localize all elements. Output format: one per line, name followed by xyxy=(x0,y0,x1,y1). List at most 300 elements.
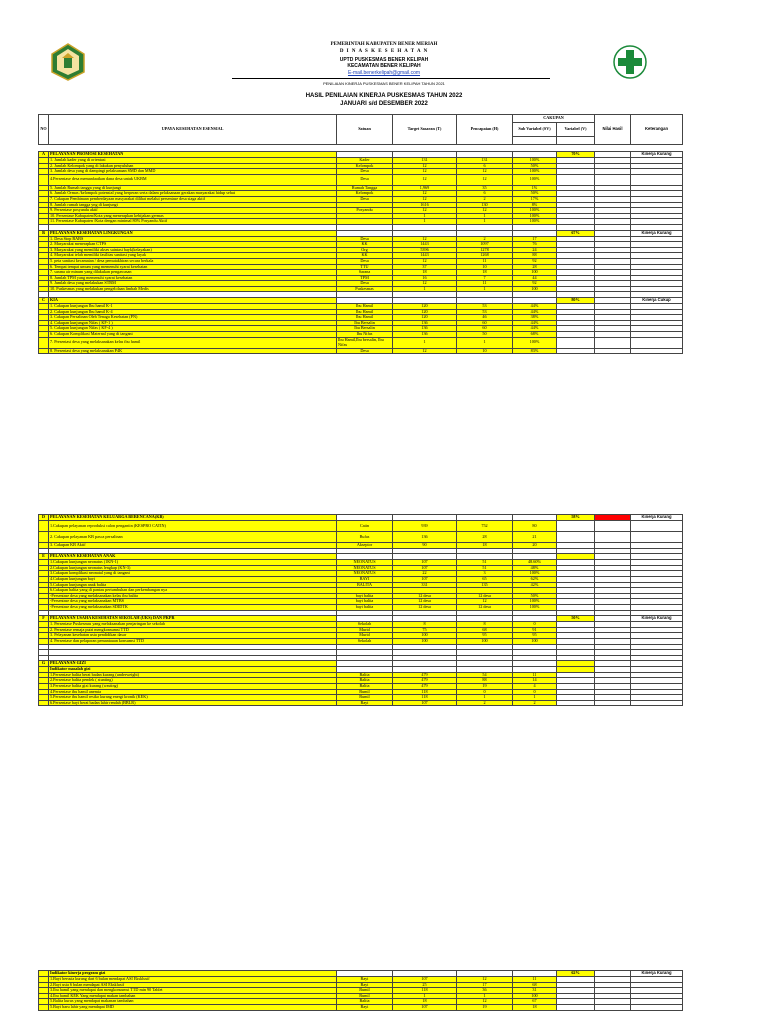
section-variabel-value: 62% xyxy=(557,971,595,977)
target-value: 107 xyxy=(393,1004,457,1010)
satuan-value: bayi balita xyxy=(337,604,393,610)
satuan-value: Balita xyxy=(337,684,393,690)
pencapaian-value: 11 xyxy=(457,281,513,287)
target-value: 12 xyxy=(393,348,457,354)
pencapaian-value: 12 desa xyxy=(457,604,513,610)
section-title: PELAYANAN USAHA KESEHATAN SEKOLAH (UKS) DAN PKPR xyxy=(49,616,337,622)
target-value: 12 xyxy=(393,208,457,214)
indicator-label: 1.Bayi berusia kurang dari 6 bulan mendapat ASI Eksklusif xyxy=(49,977,337,983)
pencapaian-value: 54 xyxy=(457,672,513,678)
subvariabel-value: 100% xyxy=(513,213,557,219)
pencapaian-value: 0 xyxy=(457,689,513,695)
subvariabel-value: 100 xyxy=(513,270,557,276)
satuan-value: Ibu Hamil xyxy=(337,309,393,315)
target-value: 1 xyxy=(393,286,457,292)
subvariabel-value: 44% xyxy=(513,326,557,332)
indicator-label: 5.Balita kurus yang mendapat makanan tambahan xyxy=(49,999,337,1005)
subvariabel-value: 62% xyxy=(513,576,557,582)
section-letter: G xyxy=(39,661,49,667)
subvariabel-value: 50% xyxy=(513,191,557,197)
section-keterangan: Kinerja Kurang xyxy=(631,971,683,977)
satuan-value: KK xyxy=(337,253,393,259)
satuan-value: Sekolah xyxy=(337,638,393,644)
indicator-label: 8. Jumlah rumah tangga yng di kunjungi xyxy=(49,202,337,208)
nilai-cell xyxy=(595,348,631,354)
indicator-label: 8. Jumlah TPM yang memenuhi syarat kesehatan xyxy=(49,275,337,281)
satuan-value: NEONATUS xyxy=(337,560,393,566)
col-pencapaian: Pencapaian (H) xyxy=(457,115,513,145)
pencapaian-value: 11 xyxy=(457,258,513,264)
target-value: 136 xyxy=(393,332,457,338)
satuan-value: Bumil xyxy=(337,689,393,695)
pencapaian-value: 18 xyxy=(457,270,513,276)
pencapaian-value: 135 xyxy=(457,582,513,588)
target-value: 479 xyxy=(393,684,457,690)
subvariabel-value: 68 xyxy=(513,982,557,988)
section-keterangan: Kinerja Kurang xyxy=(631,616,683,622)
pencapaian-value: 53 xyxy=(457,309,513,315)
subvariabel-value: 38% xyxy=(513,315,557,321)
indicator-label: 5.Bayi baru lahir yang mendapat IMD xyxy=(49,1004,337,1010)
subvariabel-value: 67 xyxy=(513,999,557,1005)
target-value: 37 xyxy=(393,264,457,270)
target-value: 12 xyxy=(393,281,457,287)
satuan-value: Akseptor xyxy=(337,543,393,549)
subvariabel-value: 8% xyxy=(513,202,557,208)
col-cakupan: CAKUPAN xyxy=(513,115,595,123)
indicator-label: 1. Jumlah kader yang di orientasi xyxy=(49,158,337,164)
section-letter: D xyxy=(39,515,49,521)
col-variabel: Variabel (V) xyxy=(557,123,595,137)
keterangan-cell xyxy=(631,174,683,185)
satuan-value: Rumah Tangga xyxy=(337,185,393,191)
pencapaian-value: 131 xyxy=(457,158,513,164)
indicator-label: 4. Cakupan kunjungan Nifas ( KF-1 ) xyxy=(49,320,337,326)
indicator-label: 3. Cakupan Persalinan Oleh Tenaga Kesehatan (PN) xyxy=(49,315,337,321)
pencapaian-value: 12 xyxy=(457,977,513,983)
target-value: 100 xyxy=(393,633,457,639)
satuan-value: Desa xyxy=(337,236,393,242)
indicator-label: -Persentase desa yang melaksanakan kelas ibu balita xyxy=(49,593,337,599)
nilai-cell xyxy=(595,521,631,532)
subvariabel-value: 100% xyxy=(513,571,557,577)
pencapaian-value: 60 xyxy=(457,320,513,326)
target-value: 90 xyxy=(393,543,457,549)
section-title: KIA xyxy=(49,298,337,304)
satuan-value: Ibu Bersalin xyxy=(337,320,393,326)
indicator-label: 5. Jumlah Rumah tangga yang di kunjungi xyxy=(49,185,337,191)
pencapaian-value: 68 xyxy=(457,627,513,633)
target-value: 479 xyxy=(393,672,457,678)
subvariabel-value: 100% xyxy=(513,599,557,605)
indicator-label: 5.Persentase ibu hamil resiko kurang energi kronik (KEK) xyxy=(49,695,337,701)
nilai-cell xyxy=(595,700,631,706)
subvariabel-value: 100% xyxy=(513,208,557,214)
row-no-cell xyxy=(39,174,49,185)
indicator-label: 10. Puskesmas yang melakukan pengelolaan limbah Medis xyxy=(49,286,337,292)
subvariabel-value: 80 xyxy=(513,521,557,532)
indicator-label: 6.Persentase bayi berat badan lahir rendah (BBLR) xyxy=(49,700,337,706)
satuan-value: Murid xyxy=(337,633,393,639)
subvariabel-value: 44 xyxy=(513,275,557,281)
indicator-label: 7. Presentasi desa yang melaksanakan kelas ibu hamil xyxy=(49,337,337,348)
pencapaian-value: 6 xyxy=(457,191,513,197)
target-value: 12 xyxy=(393,174,457,185)
pencapaian-value: 7 xyxy=(457,275,513,281)
nilai-cell xyxy=(595,174,631,185)
pencapaian-value: 12 xyxy=(457,169,513,175)
subvariabel-value: 100% xyxy=(513,158,557,164)
satuan-value: Desa xyxy=(337,196,393,202)
target-value: 107 xyxy=(393,700,457,706)
target-value: 118 xyxy=(393,689,457,695)
target-value: 12 xyxy=(393,196,457,202)
satuan-value: Desa xyxy=(337,174,393,185)
target-value: 1,969 xyxy=(393,185,457,191)
indicator-row xyxy=(39,700,683,706)
pencapaian-value: 12 xyxy=(457,999,513,1005)
pencapaian-value: 1278 xyxy=(457,247,513,253)
pencapaian-value: 36 xyxy=(457,988,513,994)
indicator-label: 3.Persentase balita gizi kurang (wasting) xyxy=(49,684,337,690)
row-no-cell xyxy=(39,521,49,532)
pencapaian-value: 130 xyxy=(457,202,513,208)
target-value: 12 xyxy=(393,169,457,175)
indicator-label: 8. Presentasi desa yang melaksanakan P4K xyxy=(49,348,337,354)
section-table-3 xyxy=(38,970,683,1011)
subvariabel-value: 88 xyxy=(513,253,557,259)
satuan-value: NEONATUS xyxy=(337,571,393,577)
indicator-row xyxy=(39,337,683,348)
indicator-label: 2. Jumlah Kelompok yang di lakukan penyuluhan xyxy=(49,163,337,169)
subvariabel-value: 48% xyxy=(513,565,557,571)
pencapaian-value: 12 xyxy=(457,599,513,605)
satuan-value: Murid xyxy=(337,627,393,633)
pencapaian-value: 1 xyxy=(457,286,513,292)
pencapaian-value: 752 xyxy=(457,521,513,532)
pencapaian-value: 1 xyxy=(457,219,513,225)
target-value: 107 xyxy=(393,560,457,566)
section-variabel-value: 70% xyxy=(557,152,595,158)
pencapaian-value: 1268 xyxy=(457,253,513,259)
subvariabel-value: 0 xyxy=(513,689,557,695)
satuan-value: Ibu Hamil xyxy=(337,315,393,321)
variabel-cell xyxy=(557,700,595,706)
section-letter: C xyxy=(39,298,49,304)
pencapaian-value: 1 xyxy=(457,337,513,348)
satuan-value: Balita xyxy=(337,678,393,684)
indicator-label: 3. Jumlah desa yang di dampingi pelaksanaan SMD dan MMD xyxy=(49,169,337,175)
pencapaian-value: 2 xyxy=(457,700,513,706)
subvariabel-value: 100 xyxy=(513,286,557,292)
target-value: 1 xyxy=(393,993,457,999)
target-value: 100 xyxy=(393,638,457,644)
satuan-value: TPM xyxy=(337,275,393,281)
col-subvariabel: Sub Variabel (SV) xyxy=(513,123,557,137)
variabel-cell xyxy=(557,521,595,532)
target-value: 25 xyxy=(393,982,457,988)
target-value: 136 xyxy=(393,532,457,543)
pencapaian-value: 19 xyxy=(457,684,513,690)
satuan-value: Sekolah xyxy=(337,622,393,628)
target-value: 120 xyxy=(393,309,457,315)
target-value: 1616 xyxy=(393,202,457,208)
section-title: PELAYANAN GIZI xyxy=(49,661,337,667)
indicator-label: 3. Cakupan KB Aktif xyxy=(49,543,337,549)
indicator-label: 9. Jumlah desa yang melakukan STBM xyxy=(49,281,337,287)
satuan-value: Desa xyxy=(337,258,393,264)
target-value: 118 xyxy=(393,695,457,701)
header-email-link[interactable]: E-mail.benerkelipah@gmail.com xyxy=(347,70,421,76)
row-no-cell xyxy=(39,1004,49,1010)
indicator-label: 4. Masyarakat telah memiliki fasilitas sanitasi yang layak xyxy=(49,253,337,259)
satuan-value: Sarana xyxy=(337,270,393,276)
section-variabel-value: 58% xyxy=(557,515,595,521)
subvariabel-value: 100% xyxy=(513,337,557,348)
satuan-value: Org xyxy=(337,247,393,253)
target-value: 12 xyxy=(393,258,457,264)
pencapaian-value: 2 xyxy=(457,236,513,242)
target-value: 331 xyxy=(393,582,457,588)
col-target: Target Sasaran (T) xyxy=(393,115,457,145)
indicator-label: 6. Cakupan Komplikasi Maternal yang di tangani xyxy=(49,332,337,338)
subvariabel-value: 44% xyxy=(513,309,557,315)
subvariabel-value: 95 xyxy=(513,633,557,639)
indicator-label: 1.Persentase balita berat badan kurang (underweight) xyxy=(49,672,337,678)
target-value: 120 xyxy=(393,315,457,321)
satuan-value: Kader xyxy=(337,158,393,164)
indicator-label: 6. Tempat tempat umum yang memenuhi syarat kesehatan xyxy=(49,264,337,270)
subvariabel-value: 11 xyxy=(513,977,557,983)
subvariabel-value: 50% xyxy=(513,163,557,169)
target-value: 479 xyxy=(393,678,457,684)
subvariabel-value: 17 xyxy=(513,236,557,242)
section-keterangan: Kinerja Kurang xyxy=(631,515,683,521)
target-value: 22 xyxy=(393,571,457,577)
variabel-cell xyxy=(557,174,595,185)
section-keterangan: Kinerja Kurang xyxy=(631,230,683,236)
pencapaian-value: 10 xyxy=(457,264,513,270)
subvariabel-value: 92 xyxy=(513,258,557,264)
section-letter: F xyxy=(39,616,49,622)
header-department: D I N A S K E S E H A T A N xyxy=(339,49,429,54)
subvariabel-value: 48.60% xyxy=(513,560,557,566)
section-letter: B xyxy=(39,230,49,236)
indicator-label: 7. sarana air minum yang dilakukan pengawasan xyxy=(49,270,337,276)
target-value: 1443 xyxy=(393,242,457,248)
indicator-label: 11. Persentase Kabupaten /Kota dengan minimal 80% Posyandu Aktif xyxy=(49,219,337,225)
section-table-1 xyxy=(38,151,683,354)
satuan-value: Desa xyxy=(337,281,393,287)
target-value: 75 xyxy=(393,627,457,633)
satuan-value: Bayi xyxy=(337,1004,393,1010)
target-value: 939 xyxy=(393,521,457,532)
indicator-label: 1. Desa Stop BABS xyxy=(49,236,337,242)
keterangan-cell xyxy=(631,1004,683,1010)
keterangan-cell xyxy=(631,521,683,532)
section-table-2 xyxy=(38,514,683,706)
indicator-label: 10. Persentase Kabupaten/Kota yang menerapkan kebijakan germas xyxy=(49,213,337,219)
satuan-value: Bayi xyxy=(337,977,393,983)
indicator-label: 4. Persentase dan pelaporan pemantauan konsumsi TTD xyxy=(49,638,337,644)
indicator-label: 2.Bayi usia 6 bulan mendapat ASI Eksklusif xyxy=(49,982,337,988)
pencapaian-value: 10 xyxy=(457,348,513,354)
target-value: 107 xyxy=(393,977,457,983)
row-no-cell xyxy=(39,337,49,348)
subvariabel-value: 100% xyxy=(513,604,557,610)
subvariabel-value: 28 xyxy=(513,264,557,270)
subvariabel-value: 91 xyxy=(513,627,557,633)
section-keterangan: Kinerja Cukup xyxy=(631,298,683,304)
indicator-label: 2.Persentase balita pendek ( stunting) xyxy=(49,678,337,684)
satuan-value: Bayi xyxy=(337,700,393,706)
indicator-label: -Persentase desa yang melaksanakan SDIDTK xyxy=(49,604,337,610)
target-value: 107 xyxy=(393,576,457,582)
pencapaian-value: 12 desa xyxy=(457,593,513,599)
pencapaian-value: 17 xyxy=(457,982,513,988)
satuan-value: BALITA xyxy=(337,582,393,588)
indicator-label: -Persentase desa yang melaksanakan MTBS xyxy=(49,599,337,605)
section-variabel-value: 67% xyxy=(557,230,595,236)
pencapaian-value: 28 xyxy=(457,532,513,543)
indicator-label: 4.Ibu hamil KEK Yang mendapat makan tambahan xyxy=(49,993,337,999)
target-value: 136 xyxy=(393,320,457,326)
subvariabel-value: 50% xyxy=(513,593,557,599)
pencapaian-value: 1097 xyxy=(457,242,513,248)
satuan-value: Bumil xyxy=(337,988,393,994)
indicator-label: 2.Cakupan kunjungan neonatus lengkap (KN-3) xyxy=(49,565,337,571)
satuan-value: Kelompok xyxy=(337,163,393,169)
indicator-label: 2. Masyarakat menerapkan CTPS xyxy=(49,242,337,248)
indicator-label: 1. Cakupan kunjungan Ibu hamil K-1 xyxy=(49,304,337,310)
keterangan-cell xyxy=(631,337,683,348)
keterangan-cell xyxy=(631,348,683,354)
satuan-value: Puskesmas xyxy=(337,286,393,292)
nilai-cell xyxy=(595,532,631,543)
indicator-label: 3. Masyarakat yang memiliki akses saintasi bayk(kelayakan) xyxy=(49,247,337,253)
satuan-value: Posyandu xyxy=(337,208,393,214)
subvariabel-value: 11 xyxy=(513,672,557,678)
indicator-label: 5.Cakupan kunjungan anak balita xyxy=(49,582,337,588)
target-value: 118 xyxy=(393,988,457,994)
pencapaian-value: 60 xyxy=(457,326,513,332)
satuan-value: Desa xyxy=(337,348,393,354)
pencapaian-value: 35 xyxy=(457,185,513,191)
indicator-label: 6. Jumlah Ormas /kelompok potensial yang berperan serta dalam pelaksanaan gerakan masyarakat hidup sehat xyxy=(49,191,337,197)
pencapaian-value: 46 xyxy=(457,315,513,321)
report-period: JANUARI s/d DESEMBER 2022 xyxy=(340,101,428,107)
satuan-value: Bumil xyxy=(337,993,393,999)
indicator-label: 2. Persentase remaja putri mengkonsumsi TTD xyxy=(49,627,337,633)
target-value: 12 desa xyxy=(393,599,457,605)
indicator-label: 5. Cakupan kunjungan Nifas ( KF-4 ) xyxy=(49,326,337,332)
subvariabel-value: 31 xyxy=(513,988,557,994)
indicator-label: 7. Cakupan Pembinaan pemberdayaan masyarakat dilihat melalui persentase desa siaga aktif xyxy=(49,196,337,202)
section-title: PELAYANAN KESEHATAN KELUARGA BERENCANA(KB) xyxy=(49,515,337,521)
subvariabel-value: 20 xyxy=(513,543,557,549)
indicator-row xyxy=(39,532,683,543)
target-value: 5396 xyxy=(393,247,457,253)
satuan-value: Kelompok xyxy=(337,191,393,197)
indicator-label: 2. Cakupan pelayanan KB pasca persalinan xyxy=(49,532,337,543)
target-value: 8 xyxy=(393,622,457,628)
satuan-value: Ibu Hamil,Ibu bersalin, Ibu Nifas xyxy=(337,337,393,348)
header-kecamatan: KECAMATAN BENER KELIPAH xyxy=(347,63,421,69)
indicator-label: 3.Ibu hamil yang mendapat dan mengkonsumsi TTD min 90 Tablet xyxy=(49,988,337,994)
indicator-label: 3. Pelayanan kesehatan usia pendidikan dasar xyxy=(49,633,337,639)
satuan-value: Balita xyxy=(337,672,393,678)
subvariabel-value: 4 xyxy=(513,684,557,690)
pencapaian-value: 50 xyxy=(457,332,513,338)
indicator-label: 4.Cakupan kunjungan bayi xyxy=(49,576,337,582)
pencapaian-value: 19 xyxy=(457,1004,513,1010)
indicator-row xyxy=(39,348,683,354)
satuan-value: Ibu Nifas xyxy=(337,332,393,338)
target-value: 12 xyxy=(393,191,457,197)
indicator-label: 3.Cakupan komplikasi neonatal yang di tangani xyxy=(49,571,337,577)
satuan-value: bayi balita xyxy=(337,599,393,605)
satuan-value: NEONATUS xyxy=(337,565,393,571)
indicator-label: 1.Cakupan kunjungan neonatus (1KN-1) xyxy=(49,560,337,566)
section-title: PELAYANAN PROMOSI KESEHATAN xyxy=(49,152,337,158)
header-puskesmas: UPTD PUSKESMAS BENER KELIPAH xyxy=(339,57,429,63)
pencapaian-value: 3 xyxy=(457,571,513,577)
pencapaian-value: 88 xyxy=(457,678,513,684)
satuan-value: Bayi xyxy=(337,982,393,988)
satuan-value: Catin xyxy=(337,521,393,532)
header-government: PEMERINTAH KABUPATEN BENER MERIAH xyxy=(330,42,438,47)
subvariabel-value: 100 xyxy=(513,993,557,999)
target-value: 12 xyxy=(393,236,457,242)
header-subline: PENILAIAN KINERJA PUSKESMAS BENER KELIPAH TAHUN 2021 xyxy=(323,81,445,86)
pencapaian-value: 2 xyxy=(457,196,513,202)
subvariabel-value: 1 xyxy=(513,695,557,701)
subvariabel-value: 18 xyxy=(513,1004,557,1010)
indicator-label: 9. Persentase posyandu aktif xyxy=(49,208,337,214)
target-value: 107 xyxy=(393,565,457,571)
indicator-label: 5. peta sanitasi kecamatan / desa pemutakhiran secara berkala xyxy=(49,258,337,264)
target-value: 1 xyxy=(393,337,457,348)
variabel-cell xyxy=(557,348,595,354)
indicator-row xyxy=(39,1004,683,1010)
pencapaian-value: 12 xyxy=(457,174,513,185)
indicator-row xyxy=(39,521,683,532)
subvariabel-value: 1% xyxy=(513,185,557,191)
subvariabel-value: 100 xyxy=(513,638,557,644)
keterangan-cell xyxy=(631,700,683,706)
pencapaian-value: 8 xyxy=(457,622,513,628)
target-value: 131 xyxy=(393,158,457,164)
section-letter: A xyxy=(39,152,49,158)
indicator-label: 6.Cakupan balita yang di pantau pertumbuhan dan perkembangan nya xyxy=(49,588,337,594)
keterangan-cell xyxy=(631,532,683,543)
target-value: 136 xyxy=(393,326,457,332)
subvariabel-value: 92 xyxy=(513,281,557,287)
satuan-value: bayi balita xyxy=(337,593,393,599)
pencapaian-value: 65 xyxy=(457,576,513,582)
section-letter: E xyxy=(39,554,49,560)
pencapaian-value: 1 xyxy=(457,993,513,999)
section-title: PELAYANAN KESEHATAN ANAK xyxy=(49,554,337,560)
section-title: Indikator masalah gizi xyxy=(49,667,337,673)
header-divider xyxy=(232,78,550,79)
nilai-cell xyxy=(595,337,631,348)
row-no-cell xyxy=(39,700,49,706)
indicator-label: 4.Persentase ibu hamil anemia xyxy=(49,689,337,695)
col-satuan: Satuan xyxy=(337,115,393,145)
col-nilai: Nilai Hasil xyxy=(595,115,631,145)
subvariabel-value: 83% xyxy=(513,348,557,354)
